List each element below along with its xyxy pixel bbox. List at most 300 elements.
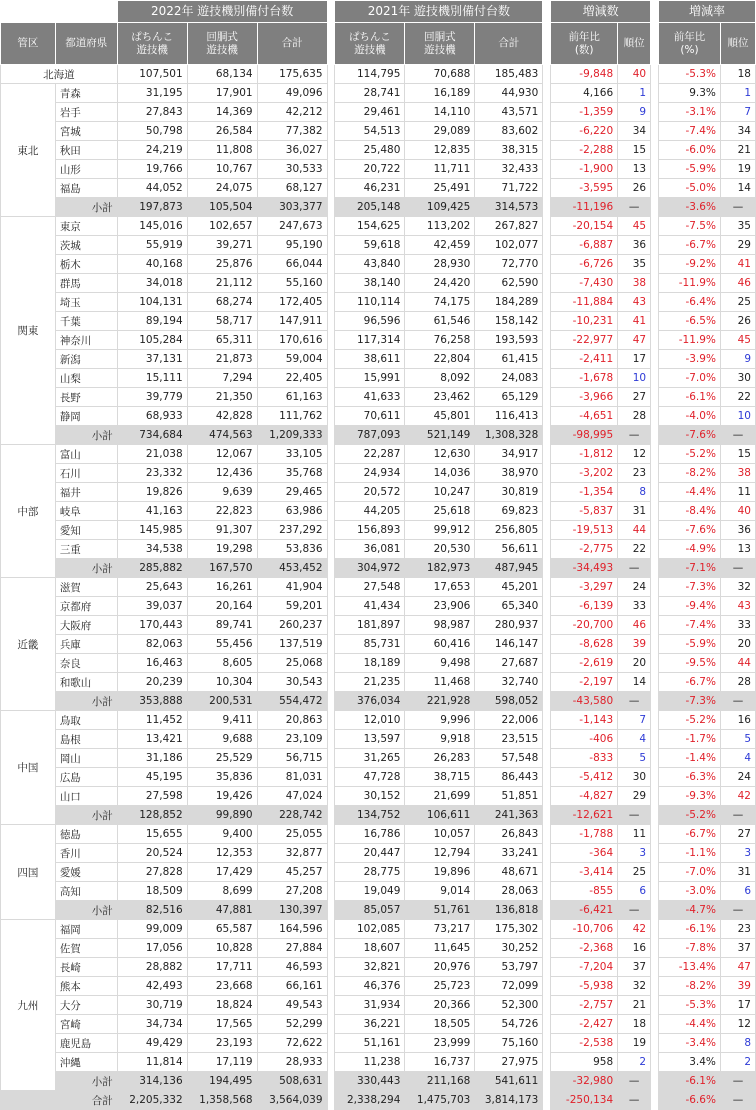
- cell-kaidou-2022: 9,639: [187, 483, 257, 502]
- table-row: [1, 939, 756, 958]
- cell-rate-rank: 40: [720, 502, 755, 521]
- cell-pachinko-2022: 45,195: [117, 768, 187, 787]
- cell-kaidou-2022: 9,400: [187, 825, 257, 844]
- cell-kaidou-2021: 74,175: [405, 293, 475, 312]
- cell-pachinko-2022: 40,168: [117, 255, 187, 274]
- cell-prefecture: 鹿児島: [55, 1034, 117, 1053]
- cell-rate-rank: —: [720, 901, 755, 920]
- column-gap: [543, 882, 551, 901]
- cell-kaidou-2022: 194,495: [187, 1072, 257, 1091]
- cell-rate: -5.3%: [659, 65, 721, 84]
- cell-pachinko-2021: 102,085: [335, 920, 405, 939]
- column-gap: [327, 350, 335, 369]
- column-gap: [327, 388, 335, 407]
- cell-kaidou-2021: 21,699: [405, 787, 475, 806]
- table-row: [1, 521, 756, 540]
- cell-rate: -6.7%: [659, 825, 721, 844]
- cell-diff: -1,788: [551, 825, 618, 844]
- cell-total-2021: 184,289: [475, 293, 543, 312]
- table-row: [1, 654, 756, 673]
- cell-diff-rank: 10: [618, 369, 651, 388]
- cell-kaidou-2022: 105,504: [187, 198, 257, 217]
- column-gap: [327, 293, 335, 312]
- subtotal-row: [1, 426, 756, 445]
- cell-total-2021: 33,241: [475, 844, 543, 863]
- col-diff: 前年比 (数): [551, 23, 618, 65]
- cell-pachinko-2021: 51,161: [335, 1034, 405, 1053]
- cell-pachinko-2022: 27,843: [117, 103, 187, 122]
- column-gap: [327, 502, 335, 521]
- column-gap: [327, 882, 335, 901]
- cell-total-2022: 137,519: [257, 635, 327, 654]
- cell-pachinko-2022: 128,852: [117, 806, 187, 825]
- cell-total-2021: 71,722: [475, 179, 543, 198]
- column-gap: [543, 863, 551, 882]
- cell-total-2021: 56,611: [475, 540, 543, 559]
- cell-rate: -3.9%: [659, 350, 721, 369]
- cell-diff: -43,580: [551, 692, 618, 711]
- cell-diff: -6,421: [551, 901, 618, 920]
- cell-kaidou-2021: 182,973: [405, 559, 475, 578]
- cell-rate-rank: —: [720, 1091, 755, 1110]
- cell-diff: -364: [551, 844, 618, 863]
- column-gap: [327, 673, 335, 692]
- col-kanku: 管区: [1, 23, 56, 65]
- cell-kaidou-2022: 17,901: [187, 84, 257, 103]
- column-gap: [543, 407, 551, 426]
- cell-diff-rank: 8: [618, 483, 651, 502]
- cell-diff-rank: —: [618, 559, 651, 578]
- table-row: [1, 255, 756, 274]
- cell-kaidou-2021: 70,688: [405, 65, 475, 84]
- table-row: [1, 369, 756, 388]
- column-gap: [327, 84, 335, 103]
- cell-total-2021: 51,851: [475, 787, 543, 806]
- cell-diff-rank: 16: [618, 939, 651, 958]
- cell-pachinko-2021: 304,972: [335, 559, 405, 578]
- column-gap: [543, 293, 551, 312]
- table-row: [1, 445, 756, 464]
- table-row: [1, 730, 756, 749]
- column-gap: [651, 1091, 659, 1110]
- cell-diff-rank: 28: [618, 407, 651, 426]
- cell-rate: -7.0%: [659, 863, 721, 882]
- subtotal-row: [1, 692, 756, 711]
- cell-rate: -9.3%: [659, 787, 721, 806]
- cell-pachinko-2021: 15,991: [335, 369, 405, 388]
- cell-kaidou-2022: 42,828: [187, 407, 257, 426]
- table-row: [1, 1034, 756, 1053]
- column-gap: [651, 996, 659, 1015]
- cell-total-2021: 241,363: [475, 806, 543, 825]
- cell-diff: -8,628: [551, 635, 618, 654]
- cell-diff-rank: 44: [618, 521, 651, 540]
- cell-kaidou-2021: 51,761: [405, 901, 475, 920]
- column-gap: [651, 160, 659, 179]
- cell-kaidou-2022: 21,873: [187, 350, 257, 369]
- cell-rate: -4.9%: [659, 540, 721, 559]
- cell-pachinko-2021: 85,057: [335, 901, 405, 920]
- cell-diff-rank: 4: [618, 730, 651, 749]
- column-gap: [543, 578, 551, 597]
- column-gap: [651, 198, 659, 217]
- column-gap: [651, 502, 659, 521]
- cell-kaidou-2022: 22,823: [187, 502, 257, 521]
- cell-rate-rank: 12: [720, 1015, 755, 1034]
- column-gap: [327, 1015, 335, 1034]
- cell-total-2022: 32,877: [257, 844, 327, 863]
- column-gap: [543, 312, 551, 331]
- cell-rate-rank: 17: [720, 996, 755, 1015]
- table-row: [1, 160, 756, 179]
- column-gap: [327, 692, 335, 711]
- cell-pachinko-2021: 376,034: [335, 692, 405, 711]
- cell-diff: -833: [551, 749, 618, 768]
- cell-kaidou-2021: 16,189: [405, 84, 475, 103]
- column-gap: [543, 635, 551, 654]
- cell-diff: -6,139: [551, 597, 618, 616]
- cell-pachinko-2022: 30,719: [117, 996, 187, 1015]
- cell-pachinko-2021: 36,081: [335, 540, 405, 559]
- cell-total-2022: 59,004: [257, 350, 327, 369]
- cell-prefecture: 佐賀: [55, 939, 117, 958]
- column-gap: [651, 578, 659, 597]
- column-gap: [327, 331, 335, 350]
- cell-kaidou-2021: 26,283: [405, 749, 475, 768]
- cell-kaidou-2022: 35,836: [187, 768, 257, 787]
- cell-diff: -19,513: [551, 521, 618, 540]
- cell-total-2021: 193,593: [475, 331, 543, 350]
- column-gap: [543, 521, 551, 540]
- cell-diff: -3,297: [551, 578, 618, 597]
- column-gap: [651, 559, 659, 578]
- column-gap: [651, 711, 659, 730]
- cell-rate-rank: 34: [720, 122, 755, 141]
- cell-rate-rank: 9: [720, 350, 755, 369]
- cell-kaidou-2021: 14,110: [405, 103, 475, 122]
- cell-pachinko-2021: 38,611: [335, 350, 405, 369]
- column-gap: [327, 426, 335, 445]
- cell-kaidou-2021: 25,618: [405, 502, 475, 521]
- column-gap: [543, 692, 551, 711]
- cell-pachinko-2021: 46,376: [335, 977, 405, 996]
- column-gap: [651, 673, 659, 692]
- header-diff: 増減数: [551, 1, 651, 23]
- table-row: [1, 711, 756, 730]
- column-gap: [543, 1091, 551, 1110]
- cell-pachinko-2021: 21,235: [335, 673, 405, 692]
- cell-diff-rank: 45: [618, 217, 651, 236]
- cell-rate-rank: 22: [720, 388, 755, 407]
- cell-rate: -7.3%: [659, 692, 721, 711]
- cell-kaidou-2022: 10,828: [187, 939, 257, 958]
- cell-pachinko-2021: 20,447: [335, 844, 405, 863]
- column-gap: [543, 844, 551, 863]
- cell-rate-rank: 18: [720, 65, 755, 84]
- cell-rate-rank: 2: [720, 1053, 755, 1072]
- cell-diff: -2,427: [551, 1015, 618, 1034]
- cell-rate-rank: 5: [720, 730, 755, 749]
- cell-pachinko-2022: 39,037: [117, 597, 187, 616]
- column-gap: [651, 749, 659, 768]
- cell-pachinko-2021: 24,934: [335, 464, 405, 483]
- cell-rate: 3.4%: [659, 1053, 721, 1072]
- cell-pachinko-2022: 31,195: [117, 84, 187, 103]
- column-gap: [327, 122, 335, 141]
- cell-rate-rank: —: [720, 559, 755, 578]
- cell-kaidou-2021: 22,804: [405, 350, 475, 369]
- table-row: [1, 312, 756, 331]
- cell-rate: -3.0%: [659, 882, 721, 901]
- cell-pachinko-2021: 13,597: [335, 730, 405, 749]
- column-gap: [327, 559, 335, 578]
- cell-total-2022: 29,465: [257, 483, 327, 502]
- cell-total-2022: 25,068: [257, 654, 327, 673]
- cell-rate-rank: 39: [720, 977, 755, 996]
- cell-diff: -1,354: [551, 483, 618, 502]
- cell-rate-rank: 13: [720, 540, 755, 559]
- column-gap: [651, 654, 659, 673]
- col-pachinko-2022: ぱちんこ 遊技機: [117, 23, 187, 65]
- column-gap: [651, 350, 659, 369]
- cell-prefecture: 長野: [55, 388, 117, 407]
- cell-prefecture: 富山: [55, 445, 117, 464]
- region-label: 関東: [1, 217, 56, 445]
- cell-total-2021: 45,201: [475, 578, 543, 597]
- table-row: [1, 293, 756, 312]
- cell-pachinko-2022: 734,684: [117, 426, 187, 445]
- cell-total-2022: 53,836: [257, 540, 327, 559]
- cell-kaidou-2021: 29,089: [405, 122, 475, 141]
- cell-prefecture: 福岡: [55, 920, 117, 939]
- table-row: [1, 597, 756, 616]
- cell-diff: -2,411: [551, 350, 618, 369]
- cell-total-2022: 77,382: [257, 122, 327, 141]
- cell-kaidou-2021: 28,930: [405, 255, 475, 274]
- subtotal-row: [1, 806, 756, 825]
- cell-rate-rank: 30: [720, 369, 755, 388]
- cell-kaidou-2021: 20,366: [405, 996, 475, 1015]
- subtotal-label: 小計: [55, 692, 117, 711]
- cell-total-2022: 111,762: [257, 407, 327, 426]
- cell-prefecture: 沖縄: [55, 1053, 117, 1072]
- cell-rate: -6.7%: [659, 673, 721, 692]
- cell-total-2022: 47,024: [257, 787, 327, 806]
- cell-total-2022: 49,543: [257, 996, 327, 1015]
- cell-total-2022: 554,472: [257, 692, 327, 711]
- column-gap: [651, 179, 659, 198]
- column-gap: [327, 654, 335, 673]
- table-row: [1, 502, 756, 521]
- cell-rate: -5.2%: [659, 711, 721, 730]
- cell-diff-rank: 6: [618, 882, 651, 901]
- cell-kaidou-2021: 106,611: [405, 806, 475, 825]
- cell-kaidou-2021: 18,505: [405, 1015, 475, 1034]
- cell-pachinko-2022: 25,643: [117, 578, 187, 597]
- cell-diff-rank: —: [618, 901, 651, 920]
- cell-diff-rank: 40: [618, 65, 651, 84]
- cell-total-2022: 164,596: [257, 920, 327, 939]
- col-kaidou-2022: 回胴式 遊技機: [187, 23, 257, 65]
- cell-prefecture: 福井: [55, 483, 117, 502]
- table-row: [1, 350, 756, 369]
- cell-diff-rank: 5: [618, 749, 651, 768]
- cell-rate-rank: 27: [720, 825, 755, 844]
- cell-diff: -2,288: [551, 141, 618, 160]
- cell-total-2021: 136,818: [475, 901, 543, 920]
- column-gap: [651, 483, 659, 502]
- column-gap: [327, 445, 335, 464]
- column-gap: [651, 1072, 659, 1091]
- cell-kaidou-2022: 89,741: [187, 616, 257, 635]
- cell-diff-rank: 1: [618, 84, 651, 103]
- table-row: [1, 388, 756, 407]
- cell-pachinko-2022: 34,538: [117, 540, 187, 559]
- cell-kaidou-2021: 10,057: [405, 825, 475, 844]
- cell-rate: -5.2%: [659, 806, 721, 825]
- cell-kaidou-2021: 24,420: [405, 274, 475, 293]
- cell-kaidou-2022: 19,298: [187, 540, 257, 559]
- col-diff-rank: 順位: [618, 23, 651, 65]
- column-gap: [543, 179, 551, 198]
- cell-rate: -7.0%: [659, 369, 721, 388]
- cell-rate: -4.0%: [659, 407, 721, 426]
- cell-diff-rank: 27: [618, 388, 651, 407]
- cell-diff: -1,812: [551, 445, 618, 464]
- cell-kaidou-2021: 99,912: [405, 521, 475, 540]
- cell-total-2022: 260,237: [257, 616, 327, 635]
- cell-diff: -1,678: [551, 369, 618, 388]
- cell-total-2022: 33,105: [257, 445, 327, 464]
- column-gap: [543, 540, 551, 559]
- cell-pachinko-2021: 110,114: [335, 293, 405, 312]
- column-gap: [327, 369, 335, 388]
- cell-prefecture: 山形: [55, 160, 117, 179]
- column-gap: [651, 806, 659, 825]
- cell-prefecture: 広島: [55, 768, 117, 787]
- cell-diff: -7,204: [551, 958, 618, 977]
- cell-rate-rank: 42: [720, 787, 755, 806]
- col-kaidou-2021: 回胴式 遊技機: [405, 23, 475, 65]
- cell-kaidou-2022: 68,134: [187, 65, 257, 84]
- cell-kaidou-2022: 10,304: [187, 673, 257, 692]
- cell-pachinko-2021: 25,480: [335, 141, 405, 160]
- cell-total-2022: 59,201: [257, 597, 327, 616]
- cell-prefecture: 岡山: [55, 749, 117, 768]
- cell-total-2021: 158,142: [475, 312, 543, 331]
- column-gap: [543, 160, 551, 179]
- column-gap: [651, 730, 659, 749]
- cell-kaidou-2022: 14,369: [187, 103, 257, 122]
- cell-diff-rank: 42: [618, 920, 651, 939]
- table-row: [1, 749, 756, 768]
- cell-prefecture: 愛知: [55, 521, 117, 540]
- cell-kaidou-2022: 65,587: [187, 920, 257, 939]
- cell-pachinko-2022: 19,766: [117, 160, 187, 179]
- cell-diff: -2,775: [551, 540, 618, 559]
- cell-diff-rank: 2: [618, 1053, 651, 1072]
- cell-total-2021: 1,308,328: [475, 426, 543, 445]
- cell-total-2022: 66,044: [257, 255, 327, 274]
- cell-diff: -2,757: [551, 996, 618, 1015]
- cell-total-2022: 30,543: [257, 673, 327, 692]
- cell-rate-rank: —: [720, 1072, 755, 1091]
- cell-kaidou-2022: 68,274: [187, 293, 257, 312]
- subtotal-label: 小計: [55, 198, 117, 217]
- column-gap: [543, 597, 551, 616]
- column-gap: [651, 312, 659, 331]
- cell-diff: -3,966: [551, 388, 618, 407]
- cell-total-2022: 303,377: [257, 198, 327, 217]
- cell-pachinko-2022: 21,038: [117, 445, 187, 464]
- column-gap: [543, 939, 551, 958]
- cell-pachinko-2021: 20,722: [335, 160, 405, 179]
- cell-kaidou-2021: 23,906: [405, 597, 475, 616]
- cell-total-2022: 175,635: [257, 65, 327, 84]
- cell-prefecture: 静岡: [55, 407, 117, 426]
- cell-total-2022: 508,631: [257, 1072, 327, 1091]
- cell-diff-rank: 39: [618, 635, 651, 654]
- cell-total-2022: 52,299: [257, 1015, 327, 1034]
- cell-total-2021: 175,302: [475, 920, 543, 939]
- column-gap: [327, 806, 335, 825]
- cell-kaidou-2021: 61,546: [405, 312, 475, 331]
- header-2022: 2022年 遊技機別備付台数: [117, 1, 327, 23]
- column-gap: [543, 255, 551, 274]
- cell-pachinko-2021: 38,140: [335, 274, 405, 293]
- cell-kaidou-2021: 38,715: [405, 768, 475, 787]
- table-row: [1, 882, 756, 901]
- cell-diff: -855: [551, 882, 618, 901]
- cell-rate-rank: 46: [720, 274, 755, 293]
- cell-pachinko-2021: 31,934: [335, 996, 405, 1015]
- cell-kaidou-2021: 8,092: [405, 369, 475, 388]
- column-gap: [327, 863, 335, 882]
- column-gap: [651, 65, 659, 84]
- header-2021: 2021年 遊技機別備付台数: [335, 1, 543, 23]
- subtotal-label: 小計: [55, 806, 117, 825]
- column-gap: [651, 768, 659, 787]
- table-row: [1, 331, 756, 350]
- column-gap: [543, 274, 551, 293]
- column-gap: [651, 977, 659, 996]
- column-gap: [327, 255, 335, 274]
- cell-diff: -9,848: [551, 65, 618, 84]
- column-gap: [543, 445, 551, 464]
- column-gap: [327, 958, 335, 977]
- cell-diff: -6,887: [551, 236, 618, 255]
- cell-diff: -3,202: [551, 464, 618, 483]
- cell-total-2022: 28,933: [257, 1053, 327, 1072]
- table-row: [1, 863, 756, 882]
- cell-diff: 958: [551, 1053, 618, 1072]
- cell-total-2022: 41,904: [257, 578, 327, 597]
- cell-total-2022: 68,127: [257, 179, 327, 198]
- cell-kaidou-2022: 200,531: [187, 692, 257, 711]
- column-gap: [651, 863, 659, 882]
- cell-rate-rank: 15: [720, 445, 755, 464]
- column-gap: [651, 901, 659, 920]
- cell-kaidou-2022: 9,688: [187, 730, 257, 749]
- cell-prefecture: 山口: [55, 787, 117, 806]
- cell-kaidou-2021: 1,475,703: [405, 1091, 475, 1110]
- cell-pachinko-2021: 32,821: [335, 958, 405, 977]
- cell-diff-rank: 9: [618, 103, 651, 122]
- cell-diff-rank: 7: [618, 711, 651, 730]
- cell-pachinko-2022: 105,284: [117, 331, 187, 350]
- column-gap: [543, 198, 551, 217]
- cell-rate-rank: 35: [720, 217, 755, 236]
